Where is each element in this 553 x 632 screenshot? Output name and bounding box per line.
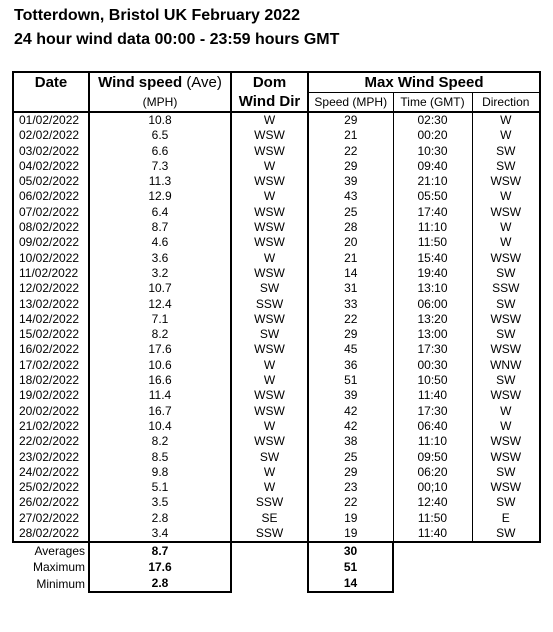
date-cell: 10/02/2022 (13, 251, 89, 266)
max-time-cell: 00;10 (393, 480, 472, 495)
table-row (13, 144, 540, 159)
max-time-cell: 13:00 (393, 327, 472, 342)
max-time-cell: 12:40 (393, 495, 472, 510)
max-direction-cell: WSW (472, 434, 540, 449)
max-time-cell: 10:30 (393, 144, 472, 159)
table-row (13, 419, 540, 434)
max-speed-cell: 43 (308, 189, 393, 204)
max-speed-cell: 42 (308, 419, 393, 434)
table-row (13, 434, 540, 449)
table-row (13, 358, 540, 373)
max-speed-cell: 29 (308, 159, 393, 174)
wind-speed-cell: 8.5 (89, 450, 231, 465)
dom-wind-dir-cell: WSW (231, 174, 308, 189)
wind-speed-cell: 3.4 (89, 526, 231, 542)
max-speed-cell: 51 (308, 373, 393, 388)
max-speed-cell: 45 (308, 342, 393, 357)
wind-speed-cell: 8.2 (89, 327, 231, 342)
max-time-cell: 17:40 (393, 205, 472, 220)
wind-speed-header-ave: (Ave) (186, 74, 222, 92)
dom-wind-dir-cell: WSW (231, 434, 308, 449)
wind-speed-cell: 11.4 (89, 388, 231, 403)
max-speed-cell: 14 (308, 266, 393, 281)
date-cell: 18/02/2022 (13, 373, 89, 388)
max-time-cell: 15:40 (393, 251, 472, 266)
max-direction-cell: SW (472, 465, 540, 480)
max-speed-header: Speed (MPH) (308, 93, 393, 113)
max-direction-cell: SW (472, 495, 540, 510)
max-direction-cell: W (472, 404, 540, 419)
wind-speed-cell: 16.7 (89, 404, 231, 419)
wind-data-table (12, 71, 541, 593)
table-row (13, 205, 540, 220)
wind-speed-cell: 10.8 (89, 112, 231, 128)
max-direction-cell: WSW (472, 480, 540, 495)
max-direction-cell: SW (472, 144, 540, 159)
header-row-2 (13, 93, 540, 113)
table-row (13, 312, 540, 327)
max-time-cell: 05:50 (393, 189, 472, 204)
dom-wind-dir-cell: SW (231, 327, 308, 342)
dom-wind-dir-cell: SW (231, 281, 308, 296)
max-speed-cell: 19 (308, 511, 393, 526)
date-cell: 19/02/2022 (13, 388, 89, 403)
dom-wind-dir-cell: SSW (231, 526, 308, 542)
table-row (13, 511, 540, 526)
date-cell: 02/02/2022 (13, 128, 89, 143)
table-row (13, 251, 540, 266)
wind-speed-cell: 12.4 (89, 297, 231, 312)
max-direction-cell: WSW (472, 205, 540, 220)
table-row (13, 174, 540, 189)
max-speed-cell: 19 (308, 526, 393, 542)
max-speed-cell: 25 (308, 450, 393, 465)
table-row (13, 373, 540, 388)
max-speed-cell: 38 (308, 434, 393, 449)
dom-wind-dir-cell: SSW (231, 495, 308, 510)
summary-row (13, 542, 540, 559)
max-time-cell: 11:50 (393, 511, 472, 526)
date-cell: 20/02/2022 (13, 404, 89, 419)
max-direction-cell: WSW (472, 388, 540, 403)
summary-empty-cell (231, 542, 308, 559)
table-row (13, 235, 540, 250)
max-time-cell: 11:50 (393, 235, 472, 250)
max-time-cell: 11:40 (393, 526, 472, 542)
max-time-cell: 06:00 (393, 297, 472, 312)
date-cell: 09/02/2022 (13, 235, 89, 250)
date-cell: 25/02/2022 (13, 480, 89, 495)
max-speed-cell: 36 (308, 358, 393, 373)
max-time-cell: 09:50 (393, 450, 472, 465)
dom-wind-dir-cell: W (231, 251, 308, 266)
max-speed-cell: 22 (308, 144, 393, 159)
dom-wind-dir-cell: W (231, 159, 308, 174)
summary-label: Averages (34, 544, 85, 559)
max-direction-cell: SW (472, 327, 540, 342)
table-row (13, 220, 540, 235)
dom-wind-dir-cell: W (231, 189, 308, 204)
summary-max-speed: 14 (308, 575, 393, 592)
wind-speed-cell: 9.8 (89, 465, 231, 480)
max-speed-cell: 29 (308, 327, 393, 342)
table-row (13, 388, 540, 403)
dom-wind-dir-cell: WSW (231, 342, 308, 357)
wind-speed-cell: 6.5 (89, 128, 231, 143)
max-speed-cell: 23 (308, 480, 393, 495)
wind-speed-cell: 10.6 (89, 358, 231, 373)
dom-wind-dir-cell: WSW (231, 266, 308, 281)
dom-wind-dir-header: Wind Dir (231, 93, 308, 113)
table-row (13, 327, 540, 342)
table-row (13, 112, 540, 128)
max-speed-cell: 21 (308, 128, 393, 143)
max-time-header: Time (GMT) (393, 93, 472, 113)
max-direction-header: Direction (472, 93, 540, 113)
max-speed-cell: 29 (308, 112, 393, 128)
date-cell: 01/02/2022 (13, 112, 89, 128)
max-speed-cell: 39 (308, 388, 393, 403)
summary-empty-cell (231, 559, 308, 575)
max-direction-cell: W (472, 419, 540, 434)
max-direction-cell: SSW (472, 281, 540, 296)
date-cell: 05/02/2022 (13, 174, 89, 189)
date-cell: 26/02/2022 (13, 495, 89, 510)
summary-empty-cell (393, 575, 540, 592)
max-speed-cell: 25 (308, 205, 393, 220)
max-speed-cell: 22 (308, 495, 393, 510)
max-direction-cell: SW (472, 297, 540, 312)
max-direction-cell: WSW (472, 312, 540, 327)
table-row (13, 266, 540, 281)
wind-speed-cell: 7.1 (89, 312, 231, 327)
table-row (13, 281, 540, 296)
max-time-cell: 00:20 (393, 128, 472, 143)
wind-speed-cell: 5.1 (89, 480, 231, 495)
wind-speed-cell: 2.8 (89, 511, 231, 526)
summary-wind-speed: 17.6 (89, 559, 231, 575)
max-direction-cell: SW (472, 526, 540, 542)
max-direction-cell: WSW (472, 251, 540, 266)
max-time-cell: 06:40 (393, 419, 472, 434)
summary-row (13, 575, 540, 592)
wind-speed-cell: 10.7 (89, 281, 231, 296)
table-row (13, 480, 540, 495)
max-direction-cell: WNW (472, 358, 540, 373)
max-time-cell: 11:10 (393, 220, 472, 235)
max-speed-cell: 21 (308, 251, 393, 266)
max-speed-cell: 29 (308, 465, 393, 480)
max-direction-cell: W (472, 189, 540, 204)
wind-speed-header (89, 72, 231, 93)
wind-speed-cell: 16.6 (89, 373, 231, 388)
max-time-cell: 11:10 (393, 434, 472, 449)
max-direction-cell: W (472, 235, 540, 250)
dom-wind-dir-cell: WSW (231, 388, 308, 403)
summary-max-speed: 30 (308, 542, 393, 559)
max-direction-cell: SW (472, 266, 540, 281)
page-title: Totterdown, Bristol UK February 2022 (14, 7, 300, 24)
dom-wind-dir-cell: WSW (231, 128, 308, 143)
max-time-cell: 09:40 (393, 159, 472, 174)
table-row (13, 342, 540, 357)
date-cell: 17/02/2022 (13, 358, 89, 373)
wind-speed-cell: 3.5 (89, 495, 231, 510)
wind-speed-cell: 8.7 (89, 220, 231, 235)
date-cell: 07/02/2022 (13, 205, 89, 220)
wind-speed-cell: 3.2 (89, 266, 231, 281)
max-direction-cell: WSW (472, 450, 540, 465)
date-header-label: Date (34, 74, 68, 91)
dom-wind-dir-cell: W (231, 480, 308, 495)
max-direction-cell: SW (472, 159, 540, 174)
date-cell: 08/02/2022 (13, 220, 89, 235)
wind-speed-cell: 6.4 (89, 205, 231, 220)
date-cell: 04/02/2022 (13, 159, 89, 174)
dom-wind-dir-cell: WSW (231, 205, 308, 220)
dom-wind-dir-cell: WSW (231, 235, 308, 250)
date-cell: 12/02/2022 (13, 281, 89, 296)
date-header (13, 72, 89, 112)
max-direction-cell: W (472, 112, 540, 128)
dom-wind-dir-cell: SE (231, 511, 308, 526)
max-direction-cell: WSW (472, 342, 540, 357)
summary-empty-cell (393, 542, 540, 559)
max-wind-header: Max Wind Speed (308, 72, 540, 93)
wind-speed-cell: 7.3 (89, 159, 231, 174)
table-row (13, 450, 540, 465)
page-subtitle: 24 hour wind data 00:00 - 23:59 hours GMT (14, 31, 340, 48)
header-row-1 (13, 72, 540, 93)
dom-header: Dom (231, 72, 308, 93)
max-time-cell: 02:30 (393, 112, 472, 128)
max-direction-cell: W (472, 128, 540, 143)
wind-speed-cell: 10.4 (89, 419, 231, 434)
date-cell: 22/02/2022 (13, 434, 89, 449)
max-direction-cell: SW (472, 373, 540, 388)
table-row (13, 495, 540, 510)
table-row (13, 404, 540, 419)
date-cell: 24/02/2022 (13, 465, 89, 480)
date-cell: 16/02/2022 (13, 342, 89, 357)
max-time-cell: 00:30 (393, 358, 472, 373)
summary-row (13, 559, 540, 575)
date-cell: 06/02/2022 (13, 189, 89, 204)
max-speed-cell: 22 (308, 312, 393, 327)
dom-wind-dir-cell: SW (231, 450, 308, 465)
date-cell: 28/02/2022 (13, 526, 89, 542)
table-row (13, 128, 540, 143)
wind-speed-cell: 11.3 (89, 174, 231, 189)
date-cell: 11/02/2022 (13, 266, 89, 281)
wind-speed-cell: 8.2 (89, 434, 231, 449)
max-speed-cell: 31 (308, 281, 393, 296)
date-cell: 14/02/2022 (13, 312, 89, 327)
date-cell: 27/02/2022 (13, 511, 89, 526)
dom-wind-dir-cell: W (231, 373, 308, 388)
max-speed-cell: 28 (308, 220, 393, 235)
summary-wind-speed: 2.8 (89, 575, 231, 592)
dom-wind-dir-cell: WSW (231, 220, 308, 235)
summary-max-speed: 51 (308, 559, 393, 575)
max-time-cell: 17:30 (393, 342, 472, 357)
summary-label: Maximum (32, 560, 85, 575)
max-time-cell: 19:40 (393, 266, 472, 281)
wind-speed-unit: (MPH) (89, 93, 231, 113)
dom-wind-dir-cell: WSW (231, 404, 308, 419)
wind-speed-cell: 12.9 (89, 189, 231, 204)
max-time-cell: 06:20 (393, 465, 472, 480)
dom-wind-dir-cell: WSW (231, 144, 308, 159)
date-cell: 21/02/2022 (13, 419, 89, 434)
max-time-cell: 10:50 (393, 373, 472, 388)
max-time-cell: 13:20 (393, 312, 472, 327)
date-cell: 03/02/2022 (13, 144, 89, 159)
max-time-cell: 11:40 (393, 388, 472, 403)
max-speed-cell: 39 (308, 174, 393, 189)
max-direction-cell: W (472, 220, 540, 235)
summary-empty-cell (393, 559, 540, 575)
date-cell: 13/02/2022 (13, 297, 89, 312)
wind-speed-cell: 6.6 (89, 144, 231, 159)
table-row (13, 526, 540, 542)
max-time-cell: 13:10 (393, 281, 472, 296)
summary-wind-speed: 8.7 (89, 542, 231, 559)
table-row (13, 189, 540, 204)
wind-speed-cell: 3.6 (89, 251, 231, 266)
max-time-cell: 17:30 (393, 404, 472, 419)
max-direction-cell: WSW (472, 174, 540, 189)
max-direction-cell: E (472, 511, 540, 526)
dom-wind-dir-cell: W (231, 419, 308, 434)
dom-wind-dir-cell: WSW (231, 312, 308, 327)
date-cell: 23/02/2022 (13, 450, 89, 465)
table-row (13, 297, 540, 312)
max-speed-cell: 33 (308, 297, 393, 312)
max-time-cell: 21:10 (393, 174, 472, 189)
dom-wind-dir-cell: W (231, 465, 308, 480)
dom-wind-dir-cell: SSW (231, 297, 308, 312)
max-speed-cell: 20 (308, 235, 393, 250)
dom-wind-dir-cell: W (231, 358, 308, 373)
max-speed-cell: 42 (308, 404, 393, 419)
table-row (13, 465, 540, 480)
summary-empty-cell (231, 575, 308, 592)
wind-speed-header-label: Wind speed (98, 74, 183, 92)
date-cell: 15/02/2022 (13, 327, 89, 342)
wind-speed-cell: 17.6 (89, 342, 231, 357)
table-row (13, 159, 540, 174)
dom-wind-dir-cell: W (231, 112, 308, 128)
summary-label: Minimum (36, 576, 85, 591)
wind-speed-cell: 4.6 (89, 235, 231, 250)
